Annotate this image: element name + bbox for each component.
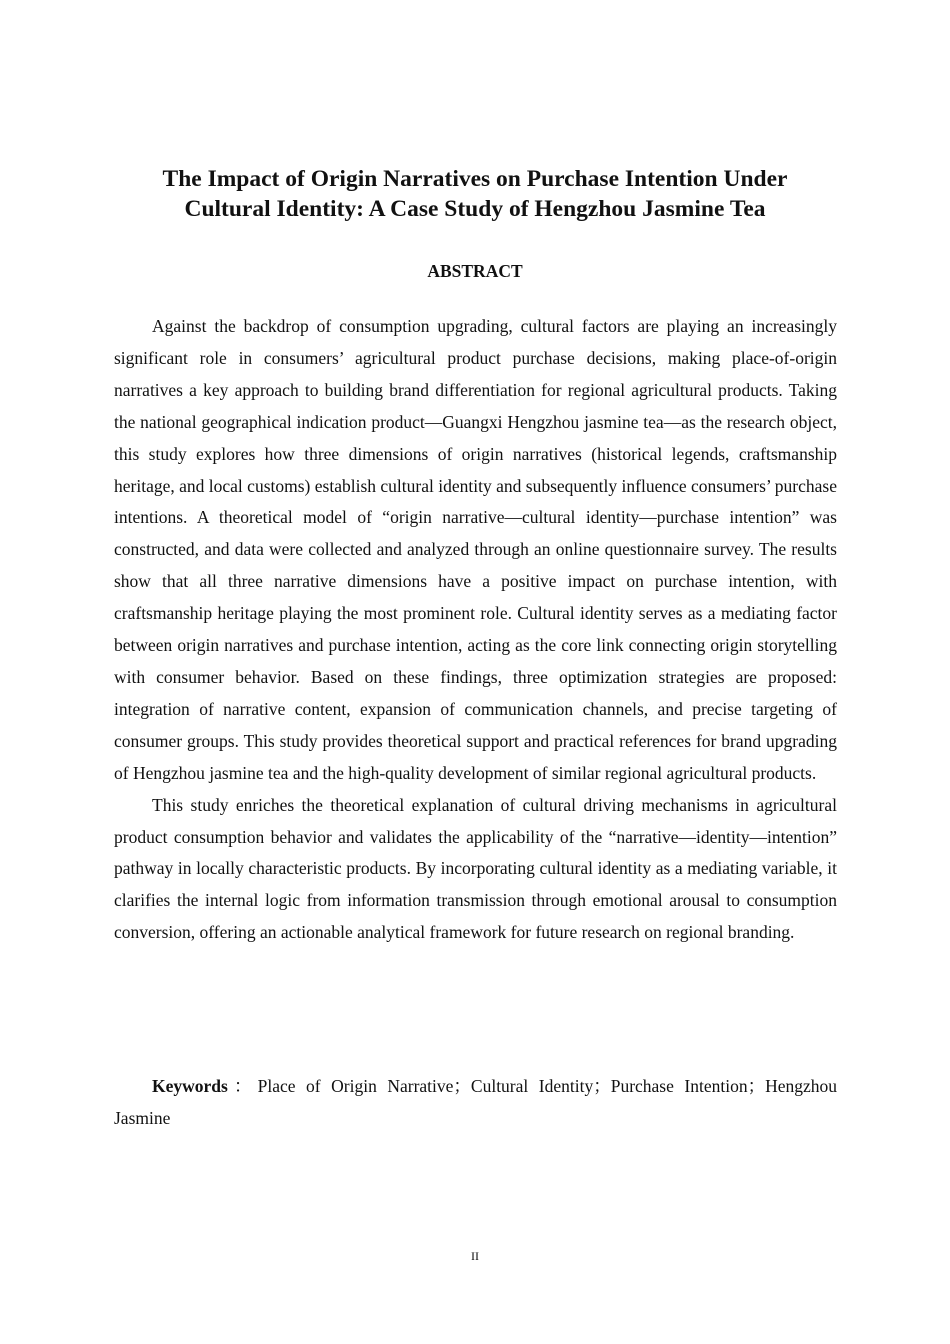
- keywords-text: Place of Origin Narrative；Cultural Identity；Purchase Intention；Hengzhou Jasmine: [114, 1076, 838, 1128]
- keywords-line: [114, 1071, 837, 1135]
- abstract-body: [114, 311, 837, 949]
- abstract-paragraph-2: This study enriches the theoretical explanation of cultural driving mechanisms in agricultural product consumption behavior and validates the applicability of the “narrative—identity—intention” pathway in locally characteristic products. By incorporating cultural identity as a mediating variable, it clarifies the internal logic from information transmission through emotional arousal to consumption conversion, offering an actionable analytical framework for future research on regional branding.: [114, 794, 837, 943]
- title-line-2: Cultural Identity: A Case Study of Hengzhou Jasmine Tea: [184, 196, 766, 222]
- page-title: [100, 164, 850, 224]
- keywords-label: Keywords: [152, 1076, 228, 1096]
- title-line-1: The Impact of Origin Narratives on Purchase Intention Under: [162, 166, 788, 192]
- abstract-paragraph-1: Against the backdrop of consumption upgrading, cultural factors are playing an increasingly significant role in consumers’ agricultural product purchase decisions, making place-of-origin narratives a key approach to building brand differentiation for regional agricultural products. Taking the national geographical indication product—Guangxi Hengzhou jasmine tea—as the research object, this study explores how three dimensions of origin narratives (historical legends, craftsmanship heritage, and local customs) establish cultural identity and subsequently influence consumers’ purchase intentions. A theoretical model of “origin narrative—cultural identity—purchase intention” was constructed, and data were collected and analyzed through an online questionnaire survey. The results show that all three narrative dimensions have a positive impact on purchase intention, with craftsmanship heritage playing the most prominent role. Cultural identity serves as a mediating factor between origin narratives and purchase intention, acting as the core link connecting origin storytelling with consumer behavior. Based on these findings, three optimization strategies are proposed: integration of narrative content, expansion of communication channels, and precise targeting of consumer groups. This study provides theoretical support and practical references for brand upgrading of Hengzhou jasmine tea and the high-quality development of similar regional agricultural products.: [114, 316, 837, 783]
- page-number: II: [471, 1249, 479, 1263]
- keywords-separator: ：: [227, 1076, 258, 1096]
- abstract-heading: ABSTRACT: [427, 261, 523, 281]
